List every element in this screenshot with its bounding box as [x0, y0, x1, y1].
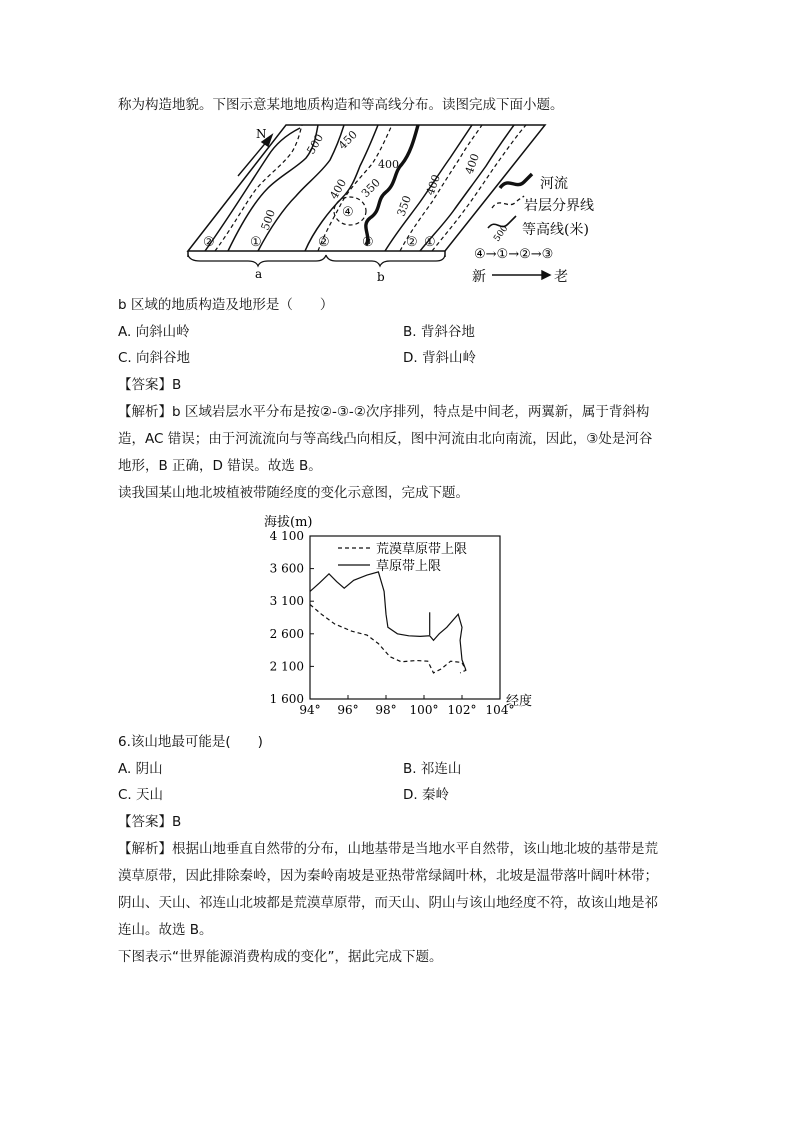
- legend-contour: 等高线(米): [522, 222, 589, 238]
- q1-analysis-line: 地形，B 正确，D 错误。故选 B。: [118, 458, 322, 474]
- legend-steppe: 草原带上限: [376, 559, 442, 574]
- y-tick-label: 3 100: [269, 594, 304, 609]
- y-tick-label: 1 600: [269, 692, 304, 706]
- y-tick-label: 4 100: [269, 529, 304, 543]
- legend-contour-sample: 500: [492, 223, 511, 244]
- vegetation-chart: [0, 508, 794, 723]
- contour-label: 500: [258, 207, 279, 233]
- question-1-stem: b 区域的地质构造及地形是（ ）: [118, 297, 334, 313]
- x-tick-label: 94°: [299, 703, 321, 717]
- y-tick-label: 2 600: [269, 626, 304, 641]
- q2-option-d[interactable]: D. 秦岭: [403, 787, 449, 803]
- region-b-label: b: [377, 270, 385, 284]
- boundary-legend-icon: [492, 196, 524, 208]
- series-desert-steppe-line: [310, 605, 466, 673]
- q2-answer: 【答案】B: [118, 814, 182, 830]
- intro-text-2: 读我国某山地北坡植被带随经度的变化示意图，完成下题。: [118, 485, 469, 501]
- x-tick-label: 96°: [337, 703, 359, 717]
- y-axis-label: 海拔(m): [264, 515, 313, 530]
- legend-river: 河流: [540, 176, 568, 192]
- q1-answer: 【答案】B: [118, 377, 182, 393]
- legend-sequence: ④→①→②→③: [474, 247, 554, 262]
- q1-analysis-line: 造，AC 错误；由于河流流向与等高线凸向相反，图中河流由北向南流，因此，③处是河谷: [118, 431, 653, 447]
- y-tick-label: 3 600: [269, 561, 304, 576]
- q2-analysis-line: 漠草原带，因此排除秦岭，因为秦岭南坡是亚热带常绿阔叶林，北坡是温带落叶阔叶林带；: [118, 868, 658, 884]
- y-tick-label: 2 100: [269, 659, 304, 674]
- stratum-label: ④: [342, 205, 354, 220]
- q1-option-d[interactable]: D. 背斜山岭: [403, 350, 476, 366]
- q1-option-b[interactable]: B. 背斜谷地: [403, 324, 475, 340]
- contour-label: 350: [394, 193, 415, 219]
- stratum-label: ②: [406, 235, 418, 250]
- stratum-label: ②: [203, 235, 215, 250]
- contour-label: 400: [378, 158, 399, 171]
- x-tick-label: 102°: [447, 703, 477, 717]
- stratum-label: ①: [250, 235, 262, 250]
- x-tick-label: 100°: [409, 703, 439, 717]
- q2-option-a[interactable]: A. 阴山: [118, 761, 163, 777]
- legend-new: 新: [472, 269, 486, 285]
- stratum-label: ③: [362, 235, 374, 250]
- intro-text: 称为构造地貌。下图示意某地地质构造和等高线分布。读图完成下面小题。: [118, 97, 564, 113]
- x-tick-label: 98°: [375, 703, 397, 717]
- contour-label: 400: [462, 151, 483, 177]
- contour-label: 500: [304, 131, 327, 157]
- legend-old: 老: [554, 269, 568, 285]
- north-label: N: [256, 127, 267, 141]
- q2-option-c[interactable]: C. 天山: [118, 787, 164, 803]
- stratum-label: ①: [424, 235, 436, 250]
- q2-option-b[interactable]: B. 祁连山: [403, 761, 462, 777]
- question-2-stem: 6.该山地最可能是( ): [118, 734, 263, 750]
- contour-label: 400: [327, 176, 350, 202]
- q2-analysis-line: 【解析】根据山地垂直自然带的分布，山地基带是当地水平自然带，该山地北坡的基带是荒: [118, 841, 658, 857]
- q1-analysis-line: 【解析】b 区域岩层水平分布是按②-③-②次序排列，特点是中间老，两翼新，属于背斜构: [118, 404, 650, 420]
- intro-text-3: 下图表示“世界能源消费构成的变化”，据此完成下题。: [118, 949, 443, 965]
- contour-label: 450: [335, 128, 360, 153]
- stratum-label: ②: [318, 235, 330, 250]
- q1-option-a[interactable]: A. 向斜山岭: [118, 324, 190, 340]
- x-tick-label: 104°: [485, 703, 515, 717]
- q1-option-c[interactable]: C. 向斜谷地: [118, 350, 191, 366]
- legend-boundary: 岩层分界线: [524, 198, 594, 214]
- x-axis-label: 经度: [506, 694, 533, 709]
- region-a-label: a: [255, 267, 263, 281]
- q2-analysis-line: 阴山、天山、祁连山北坡都是荒漠草原带，而天山、阴山与该山地经度不符，故该山地是祁: [118, 895, 658, 911]
- contour-label: 400: [423, 172, 444, 198]
- contour-label: 350: [358, 176, 383, 201]
- geology-figure: [0, 118, 794, 298]
- legend-desert-steppe: 荒漠草原带上限: [376, 542, 468, 557]
- q2-analysis-line: 连山。故选 B。: [118, 922, 213, 938]
